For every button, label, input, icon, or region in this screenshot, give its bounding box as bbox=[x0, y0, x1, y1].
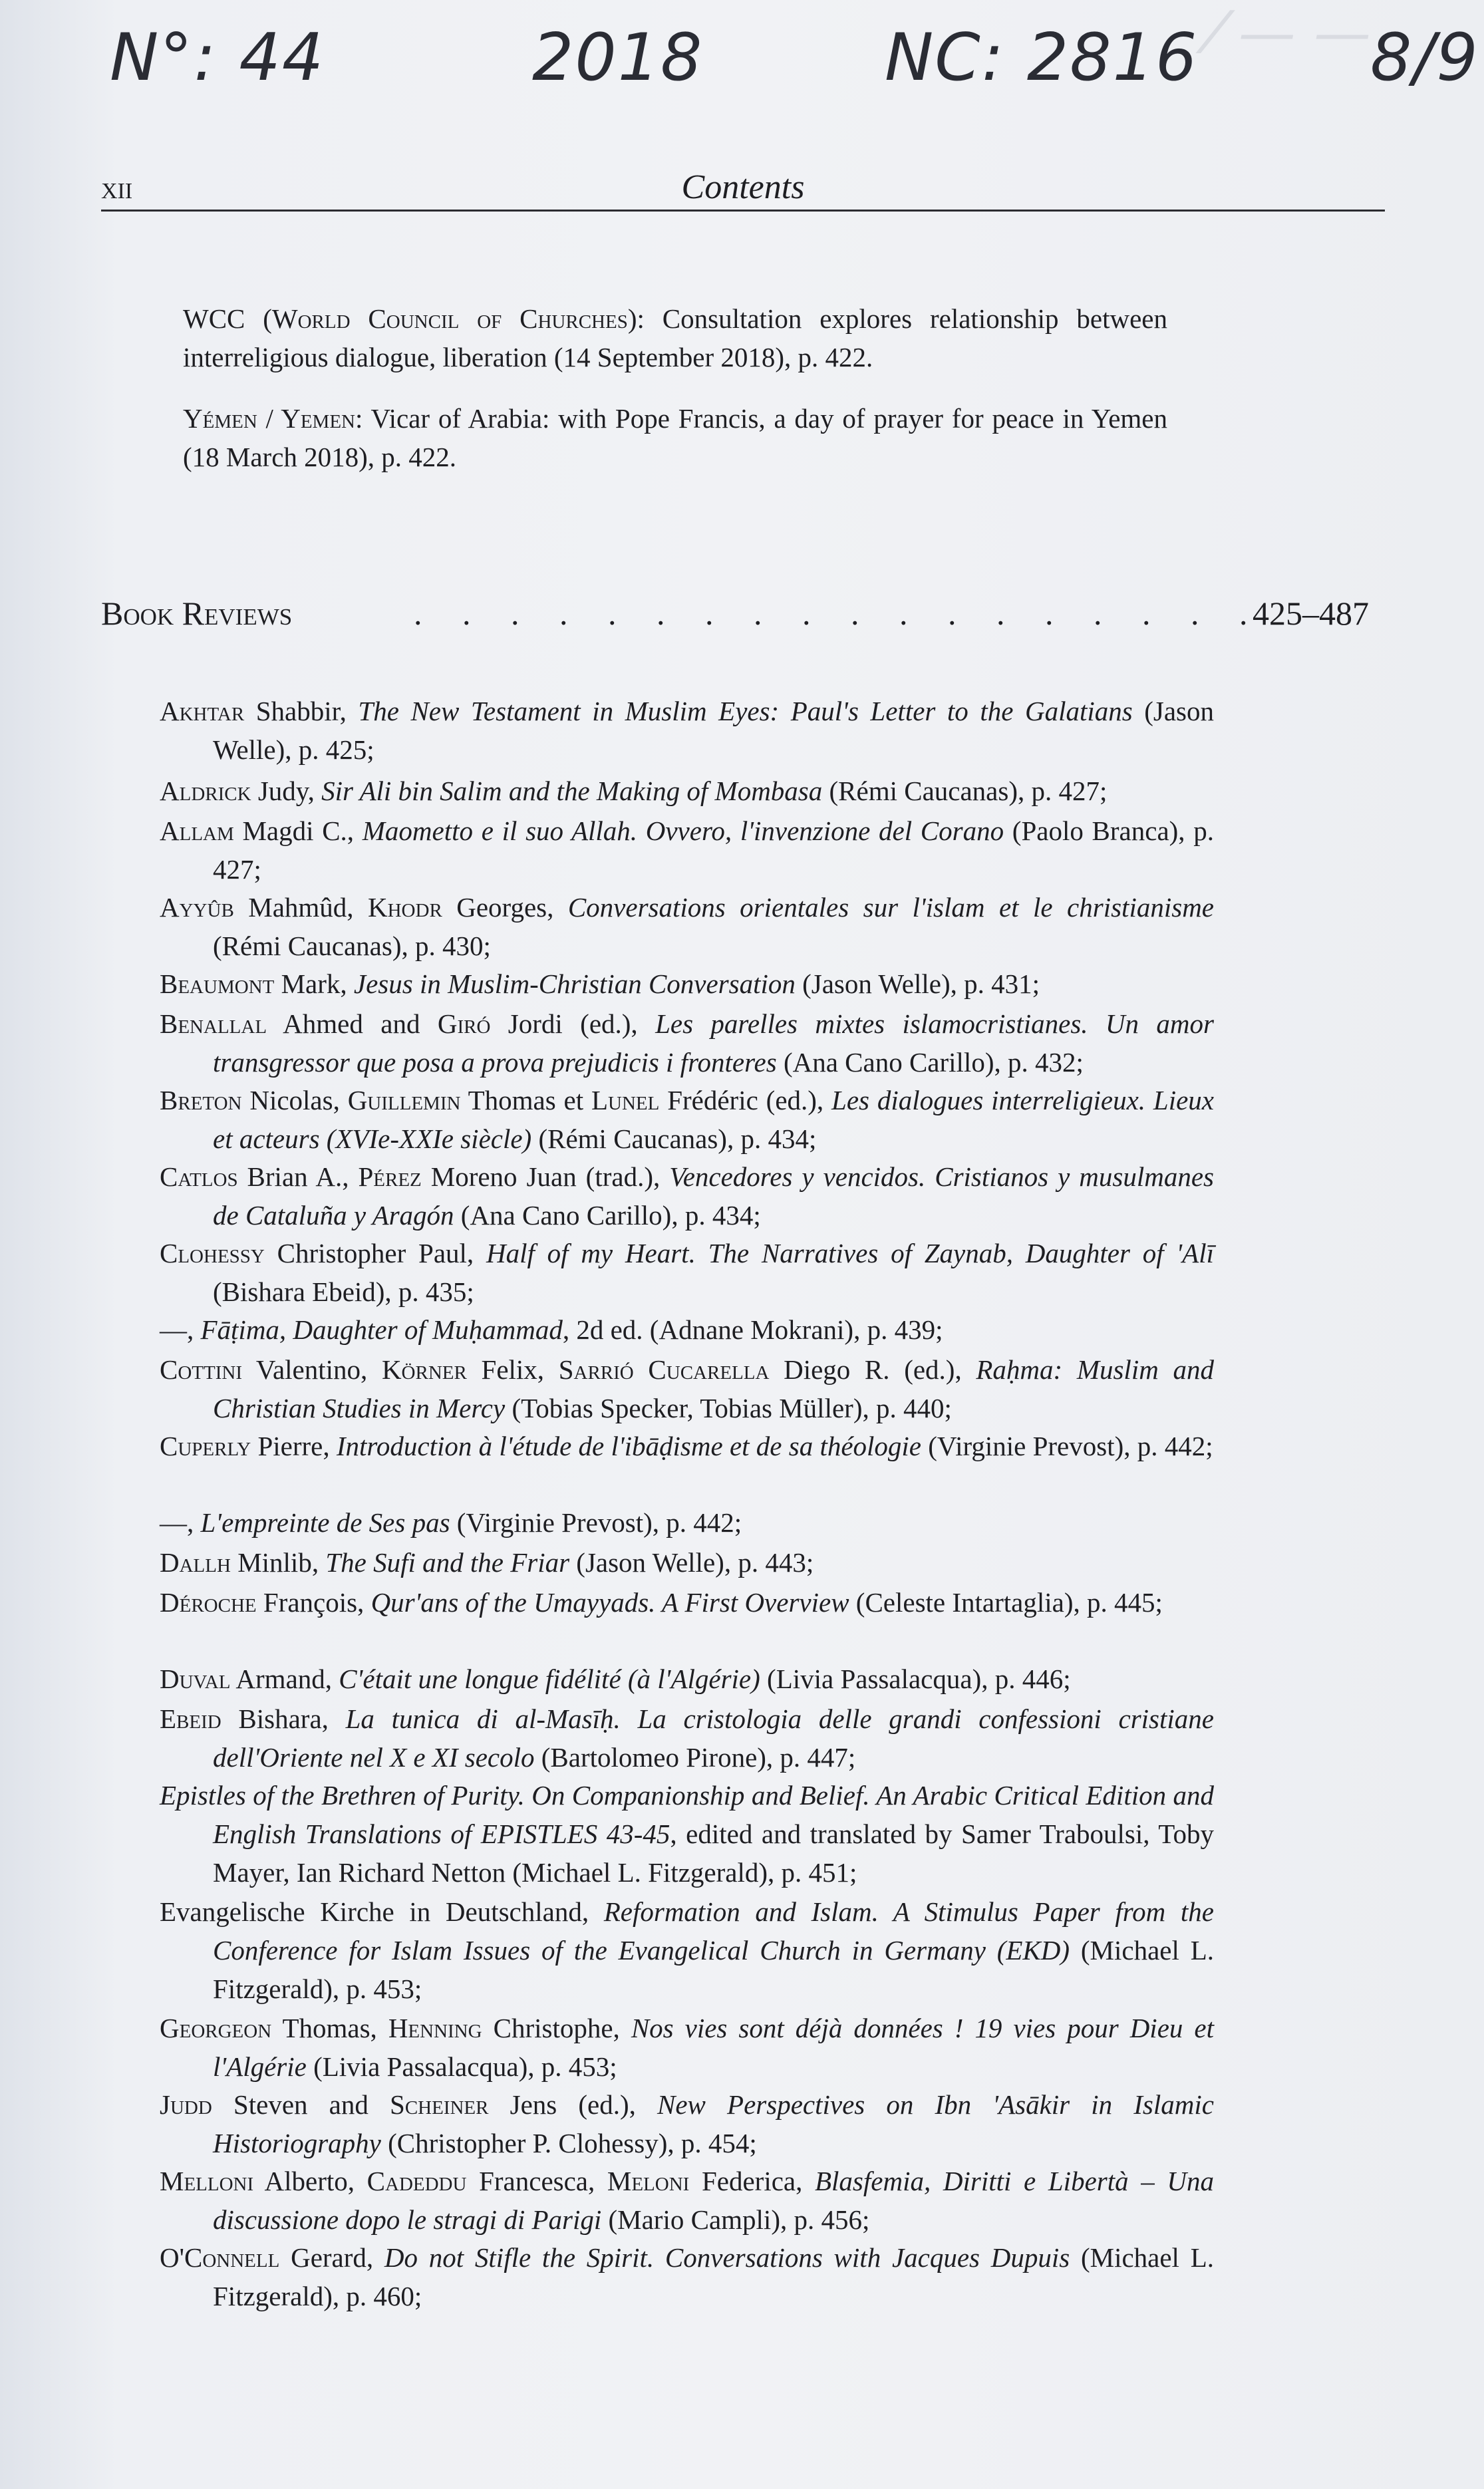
review-title: Vencedores y vencidos. Cristianos y musulmanes de Cataluña y Aragón bbox=[213, 1161, 1215, 1231]
review-author-rest: Gerard, bbox=[279, 2242, 384, 2273]
review-author: O'Connell bbox=[160, 2242, 280, 2273]
review-tail: (Jason Welle), p. 443; bbox=[569, 1547, 814, 1578]
review-author-rest: Christopher Paul, bbox=[264, 1238, 486, 1268]
review-author: Déroche bbox=[160, 1587, 257, 1618]
review-title: New Perspectives on Ibn 'Asākir in Islamic Historiography bbox=[213, 2089, 1214, 2158]
review-entry bbox=[160, 1004, 1214, 1082]
review-title: Reformation and Islam. A Stimulus Paper from the Conference for Islam Issues of the Evangelical Church in Germany (EKD) bbox=[213, 1896, 1214, 1966]
review-author: Cottini bbox=[160, 1354, 242, 1385]
review-title: The New Testament in Muslim Eyes: Paul's Letter to the Galatians bbox=[358, 696, 1133, 726]
review-entry bbox=[160, 1543, 1214, 1582]
review-title: Raḥma: Muslim and Christian Studies in Mercy bbox=[213, 1354, 1214, 1423]
review-entry bbox=[160, 772, 1214, 810]
page-folio: XII bbox=[101, 179, 133, 204]
review-author: Körner bbox=[381, 1354, 467, 1385]
review-tail: (Ana Cano Carillo), p. 432; bbox=[776, 1047, 1084, 1078]
review-author-rest: —, bbox=[160, 1314, 201, 1345]
review-author: Giró bbox=[437, 1008, 491, 1039]
handwritten-sheet: 8/9 bbox=[1370, 20, 1479, 96]
review-entry bbox=[160, 2009, 1214, 2086]
review-author-rest: Steven and bbox=[212, 2089, 390, 2120]
review-author: Georgeon bbox=[160, 2013, 272, 2043]
review-author: Dallh bbox=[160, 1547, 231, 1578]
review-entry bbox=[160, 2238, 1214, 2315]
review-author: Henning bbox=[388, 2013, 482, 2043]
review-tail: (Michael L. Fitzgerald), p. 453; bbox=[213, 1935, 1214, 2004]
review-title: La tunica di al-Masīḥ. La cristologia delle grandi confessioni cristiane dell'Oriente nel X e XI secolo bbox=[213, 1703, 1214, 1773]
review-author-rest: Frédéric (ed.), bbox=[659, 1085, 832, 1115]
review-author-rest: Felix, bbox=[466, 1354, 559, 1385]
review-tail: (Rémi Caucanas), p. 434; bbox=[531, 1123, 817, 1154]
review-entry bbox=[160, 1776, 1214, 1892]
review-entry bbox=[160, 1427, 1214, 1465]
bleed-through-text: ⁄ — — bbox=[1211, 0, 1372, 67]
news-entry bbox=[183, 399, 1167, 476]
review-entry bbox=[160, 964, 1214, 1003]
review-entry bbox=[160, 888, 1214, 965]
review-title: Les parelles mixtes islamocristianes. Un amor transgressor que posa a prova prejudicis i fronteres bbox=[213, 1008, 1214, 1078]
review-tail: (Virginie Prevost), p. 442; bbox=[921, 1431, 1213, 1461]
review-tail: (Michael L. Fitzgerald), p. 460; bbox=[213, 2242, 1214, 2311]
review-tail: (Tobias Specker, Tobias Müller), p. 440; bbox=[505, 1393, 952, 1423]
review-author-rest: Armand, bbox=[230, 1664, 339, 1694]
review-title: Les dialogues interreligieux. Lieux et acteurs (XVIe-XXIe siècle) bbox=[213, 1085, 1214, 1154]
news-text: Vicar of Arabia: with Pope Francis, a day of prayer for peace in Yemen (18 March 2018), p. 422. bbox=[183, 403, 1167, 472]
review-entry bbox=[160, 692, 1214, 769]
review-entry bbox=[160, 1157, 1214, 1235]
review-author-rest: François, bbox=[256, 1587, 371, 1618]
review-entry bbox=[160, 811, 1214, 889]
review-author: Scheiner bbox=[390, 2089, 489, 2120]
review-author: Cadeddu bbox=[367, 2166, 467, 2196]
review-author-rest: Mahmûd, bbox=[233, 892, 368, 923]
review-entry bbox=[160, 1081, 1214, 1158]
review-author: Aldrick bbox=[160, 776, 251, 806]
review-tail: (Jason Welle), p. 425; bbox=[213, 696, 1215, 765]
news-place: Yémen / Yemen: bbox=[183, 403, 363, 434]
review-title: Conversations orientales sur l'islam et le christianisme bbox=[567, 892, 1214, 923]
review-author-rest: Christophe, bbox=[482, 2013, 631, 2043]
review-author-rest: Georges, bbox=[442, 892, 568, 923]
review-title: Introduction à l'étude de l'ibāḍisme et de sa théologie bbox=[336, 1431, 922, 1461]
review-author-rest: Judy, bbox=[251, 776, 322, 806]
review-entry bbox=[160, 1350, 1214, 1427]
review-author-rest: Brian A., bbox=[237, 1161, 359, 1192]
review-author-rest: Ahmed and bbox=[267, 1008, 438, 1039]
review-title: Epistles of the Brethren of Purity. On Companionship and Belief. An Arabic Critical Edition and English Translations of EPISTLES 43-45 bbox=[160, 1780, 1214, 1849]
review-tail: (Celeste Intartaglia), p. 445; bbox=[849, 1587, 1163, 1618]
review-author: Cuperly bbox=[160, 1431, 251, 1461]
review-author: Akhtar bbox=[160, 696, 245, 726]
review-title: The Sufi and the Friar bbox=[325, 1547, 570, 1578]
review-author: Melloni bbox=[160, 2166, 254, 2196]
review-tail: (Paolo Branca), p. 427; bbox=[213, 815, 1214, 885]
review-tail: (Mario Campli), p. 456; bbox=[601, 2204, 870, 2235]
review-author-rest: Thomas, bbox=[271, 2013, 388, 2043]
review-author: Meloni bbox=[607, 2166, 690, 2196]
review-author: Pérez bbox=[358, 1161, 422, 1192]
review-author: Beaumont bbox=[160, 968, 275, 999]
review-tail: , edited and translated by Samer Traboulsi, Toby Mayer, Ian Richard Netton (Michael L. Fitzgerald), p. 451; bbox=[213, 1819, 1214, 1888]
news-place: WCC (World Council of Churches): bbox=[183, 303, 645, 334]
running-title: Contents bbox=[681, 168, 805, 206]
review-author-rest: Moreno Juan (trad.), bbox=[421, 1161, 670, 1192]
review-entry bbox=[160, 1660, 1214, 1698]
review-author: Ayyûb bbox=[160, 892, 234, 923]
review-author-rest: Diego R. (ed.), bbox=[769, 1354, 976, 1385]
review-author-rest: —, bbox=[160, 1507, 201, 1538]
review-entry bbox=[160, 1583, 1214, 1622]
review-entry bbox=[160, 2085, 1214, 2162]
news-entry bbox=[183, 299, 1167, 376]
review-author: Clohessy bbox=[160, 1238, 265, 1268]
review-title: L'empreinte de Ses pas bbox=[200, 1507, 450, 1538]
review-entry bbox=[160, 1503, 1214, 1542]
review-tail: (Bishara Ebeid), p. 435; bbox=[213, 1276, 474, 1307]
handwritten-year: 2018 bbox=[532, 20, 704, 96]
review-author: Sarrió Cucarella bbox=[558, 1354, 770, 1385]
section-page-range: 425–487 bbox=[1253, 595, 1369, 632]
review-author-rest: Nicolas, bbox=[241, 1085, 348, 1115]
review-author: Breton bbox=[160, 1085, 242, 1115]
review-author: Allam bbox=[160, 815, 234, 846]
handwritten-number: N°: 44 bbox=[110, 20, 325, 96]
review-entry bbox=[160, 1699, 1214, 1777]
review-author: Judd bbox=[160, 2089, 212, 2120]
review-author-rest: Thomas et bbox=[460, 1085, 591, 1115]
review-entry bbox=[160, 1234, 1214, 1311]
review-author-rest: Bishara, bbox=[221, 1703, 346, 1734]
review-author-rest: Federica, bbox=[689, 2166, 815, 2196]
review-author-rest: Jens (ed.), bbox=[488, 2089, 658, 2120]
review-title: Maometto e il suo Allah. Ovvero, l'invenzione del Corano bbox=[362, 815, 1004, 846]
review-author: Ebeid bbox=[160, 1703, 222, 1734]
review-tail: (Ana Cano Carillo), p. 434; bbox=[454, 1200, 761, 1231]
review-tail: (Jason Welle), p. 431; bbox=[795, 968, 1040, 999]
review-author-rest: Evangelische Kirche in Deutschland, bbox=[160, 1896, 604, 1927]
review-tail: (Livia Passalacqua), p. 453; bbox=[306, 2051, 617, 2082]
review-entry bbox=[160, 1310, 1214, 1349]
review-author-rest: Magdi C., bbox=[233, 815, 363, 846]
handwritten-nc: NC: 2816 bbox=[885, 20, 1199, 96]
review-tail: (Rémi Caucanas), p. 430; bbox=[213, 931, 491, 961]
review-tail: (Christopher P. Clohessy), p. 454; bbox=[380, 2128, 757, 2158]
review-author-rest: Minlib, bbox=[230, 1547, 326, 1578]
review-author: Khodr bbox=[368, 892, 442, 923]
review-author-rest: Valentino, bbox=[241, 1354, 382, 1385]
review-entry bbox=[160, 2162, 1214, 2239]
book-reviews-heading bbox=[101, 594, 1369, 641]
review-title: Qur'ans of the Umayyads. A First Overview bbox=[371, 1587, 849, 1618]
leader-dots: . . . . . . . . . . . . . . . . . . bbox=[414, 595, 1264, 632]
review-author: Guillemin bbox=[347, 1085, 461, 1115]
review-entry bbox=[160, 1892, 1214, 2008]
review-author: Catlos bbox=[160, 1161, 238, 1192]
running-header bbox=[101, 163, 1385, 212]
review-author-rest: Jordi (ed.), bbox=[490, 1008, 656, 1039]
review-author-rest: Pierre, bbox=[251, 1431, 337, 1461]
review-author-rest: Shabbir, bbox=[244, 696, 359, 726]
review-tail: (Bartolomeo Pirone), p. 447; bbox=[534, 1742, 856, 1773]
review-title: Nos vies sont déjà données ! 19 vies pour Dieu et l'Algérie bbox=[213, 2013, 1215, 2082]
review-author-rest: Mark, bbox=[274, 968, 354, 999]
review-tail: , 2d ed. (Adnane Mokrani), p. 439; bbox=[562, 1314, 943, 1345]
review-author-rest: Alberto, bbox=[253, 2166, 367, 2196]
review-title: Jesus in Muslim-Christian Conversation bbox=[353, 968, 796, 999]
review-title: Fāṭima, Daughter of Muḥammad bbox=[200, 1314, 563, 1345]
review-tail: (Virginie Prevost), p. 442; bbox=[450, 1507, 742, 1538]
review-author: Duval bbox=[160, 1664, 231, 1694]
review-title: Half of my Heart. The Narratives of Zaynab, Daughter of 'Alī bbox=[486, 1238, 1214, 1268]
section-label: Book Reviews bbox=[101, 595, 293, 632]
review-author: Lunel bbox=[591, 1085, 660, 1115]
review-title: Blasfemia, Diritti e Libertà – Una discussione dopo le stragi di Parigi bbox=[213, 2166, 1214, 2235]
review-title: C'était une longue fidélité (à l'Algérie) bbox=[339, 1664, 760, 1694]
news-text: Consultation explores relationship between interreligious dialogue, liberation (14 September 2018), p. 422. bbox=[183, 303, 1168, 372]
review-title: Sir Ali bin Salim and the Making of Mombasa bbox=[321, 776, 823, 806]
review-tail: (Rémi Caucanas), p. 427; bbox=[822, 776, 1108, 806]
review-tail: (Livia Passalacqua), p. 446; bbox=[760, 1664, 1071, 1694]
review-author: Benallal bbox=[160, 1008, 267, 1039]
review-author-rest: Francesca, bbox=[466, 2166, 607, 2196]
review-title: Do not Stifle the Spirit. Conversations with Jacques Dupuis bbox=[384, 2242, 1070, 2273]
